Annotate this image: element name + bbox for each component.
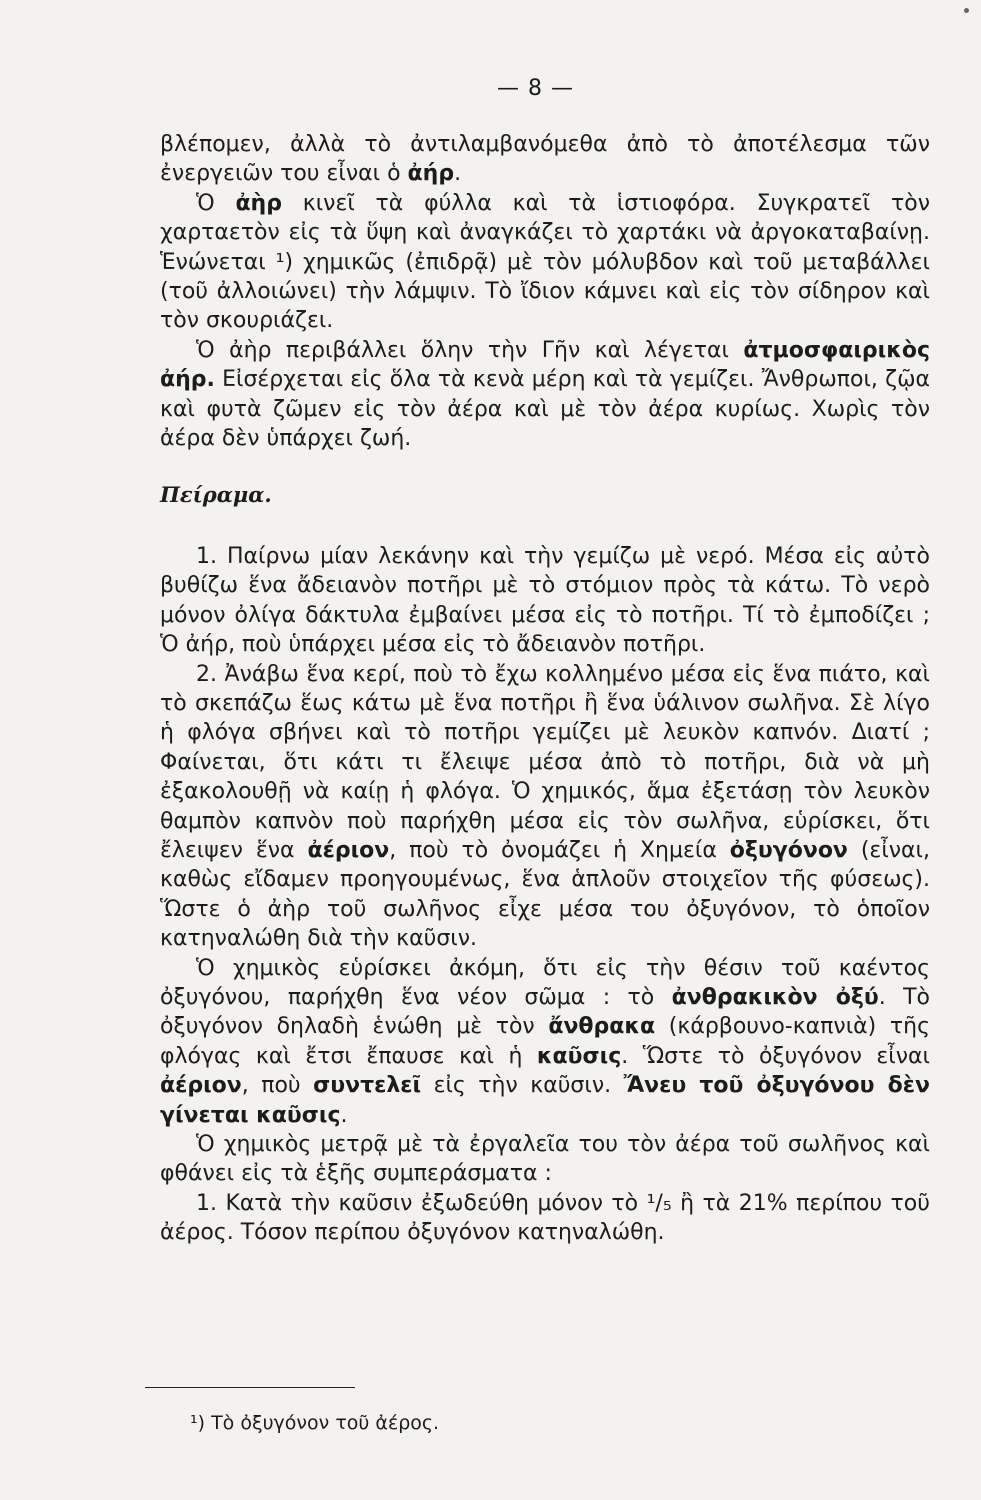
bold-term: ὀξυγόνον: [729, 837, 848, 863]
paragraph: [160, 1189, 930, 1248]
bold-term: ἀτμοσφαιρικὸς ἀήρ.: [160, 337, 930, 393]
bold-term: ἀὴρ: [235, 190, 282, 216]
text-run: Ὁ: [196, 190, 236, 216]
text-run: Πείραμα.: [160, 482, 272, 508]
bold-term: συντελεῖ: [313, 1073, 422, 1099]
paragraph: [160, 542, 930, 660]
text-run: Ὁ χημικὸς εὑρίσκει ἀκόμη, ὅτι εἰς τὴν θέσιν τοῦ καέντος ὀξυγόνου, παρήχθη ἕνα νέον σῶμα : τὸ: [160, 955, 930, 1010]
footnote: [190, 1412, 439, 1434]
text-run: κινεῖ τὰ φύλλα καὶ τὰ ἱστιοφόρα. Συγκρατεῖ τὸν χαρταετὸν εἰς τὰ ὕψη καὶ ἀναγκάζει τὸ χαρτάκι νὰ ἀργοκαταβαίνῃ. Ἑνώνεται ¹) χημικῶς (ἐπιδρᾷ) μὲ τὸν μόλυβδον καὶ τοῦ μεταβάλλει (τοῦ ἀλλοιώνει) τὴν λάμψιν. Τὸ ἴδιον κάμνει καὶ εἰς τὸν σίδηρον καὶ τὸν σκουριάζει.: [160, 190, 931, 334]
bold-term: καῦσις: [536, 1043, 622, 1069]
text-run: , ποὺ τὸ ὀνομάζει ἡ Χημεία: [389, 837, 730, 863]
paragraph: [160, 336, 930, 454]
section-heading: [160, 480, 930, 509]
bold-term: Ἄνευ τοῦ ὀξυγόνου δὲν γίνεται καῦσις: [160, 1073, 930, 1128]
bold-term: ἀέριον: [160, 1073, 242, 1099]
footnote-mark: ¹): [190, 1412, 206, 1434]
bold-term: ἀήρ: [407, 161, 455, 187]
text-run: βλέπομεν, ἀλλὰ τὸ ἀντιλαμβανόμεθα ἀπὸ τὸ ἀποτέλεσμα τῶν ἐνεργειῶν του εἶναι ὁ: [160, 132, 930, 187]
text-run: 1. Κατὰ τὴν καῦσιν ἐξωδεύθη μόνον τὸ ¹/₅ ἢ τὰ 21% περίπου τοῦ ἀέρος. Τόσον περίπου ὀξυγόνον κατηναλώθη.: [160, 1190, 930, 1246]
text-run: 1. Παίρνω μίαν λεκάνην καὶ τὴν γεμίζω μὲ νερό. Μέσα εἰς αὐτὸ βυθίζω ἕνα ἄδειανὸν ποτῆρι μὲ τὸ στόμιον πρὸς τὰ κάτω. Τὸ νερὸ μόνον ὀλίγα δάκτυλα ἐμβαίνει μέσα εἰς τὸ ποτῆρι. Τί τὸ ἐμποδίζει ; Ὁ ἀήρ, ποὺ ὑπάρχει μέσα εἰς τὸ ἄδειανὸν ποτῆρι.: [160, 543, 930, 658]
text-run: .: [454, 161, 462, 187]
paragraph: [160, 1130, 930, 1189]
text-run: , ποὺ: [241, 1073, 314, 1099]
footnote-text: Τὸ ὀξυγόνον τοῦ ἀέρος.: [211, 1412, 440, 1434]
text-run: Ὁ χημικὸς μετρᾷ μὲ τὰ ἐργαλεῖα του τὸν ἀέρα τοῦ σωλῆνος καὶ φθάνει εἰς τὰ ἑξῆς συμπεράσματα :: [160, 1132, 930, 1187]
body-text: [160, 130, 930, 1248]
paragraph: [160, 660, 930, 954]
paragraph: [160, 954, 930, 1130]
bold-term: ἀνθρακικὸν ὀξύ: [671, 984, 879, 1010]
text-run: . Τὸ ὀξυγόνον δηλαδὴ ἑνώθη μὲ τὸν: [160, 984, 931, 1040]
text-run: Εἰσέρχεται εἰς ὅλα τὰ κενὰ μέρη καὶ τὰ γεμίζει. Ἄνθρωποι, ζῷα καὶ φυτὰ ζῶμεν εἰς τὸν ἀέρα καὶ μὲ τὸν ἀέρα κυρίως. Χωρὶς τὸν ἀέρα δὲν ὑπάρχει ζωή.: [160, 367, 930, 452]
text-run: .: [340, 1102, 348, 1128]
page-smudge: [964, 8, 969, 13]
bold-term: ἄνθρακα: [548, 1014, 656, 1040]
text-run: Ὁ ἀὴρ περιβάλλει ὅλην τὴν Γῆν καὶ λέγεται: [196, 337, 744, 363]
page-number: — 8 —: [497, 76, 574, 101]
text-run: 2. Ἀνάβω ἕνα κερί, ποὺ τὸ ἔχω κολλημένο μέσα εἰς ἕνα πιάτο, καὶ τὸ σκεπάζω ἕως κάτω μὲ ἕνα ποτῆρι ἢ ἕνα ὑάλινον σωλῆνα. Σὲ λίγο ἡ φλόγα σβήνει καὶ τὸ ποτῆρι γεμίζει μὲ λευκὸν καπνόν. Διατί ; Φαίνεται, ὅτι κάτι τι ἔλειψε μέσα ἀπὸ τὸ ποτῆρι, διὰ νὰ μὴ ἐξακολουθῇ νὰ καίῃ ἡ φλόγα. Ὁ χημικός, ἅμα ἐξετάσῃ τὸν λευκὸν θαμπὸν καπνὸν ποὺ παρήχθη μέσα εἰς τὸν σωλῆνα, εὑρίσκει, ὅτι ἔλειψεν ἕνα: [160, 661, 930, 863]
bold-term: ἀέριον: [307, 837, 390, 863]
footnote-rule: [145, 1387, 355, 1388]
text-run: (κάρβουνο-καπνιὰ) τῆς φλόγας καὶ ἔτσι ἔπαυσε καὶ ἡ: [160, 1014, 930, 1069]
paragraph: [160, 189, 930, 336]
text-run: . Ὥστε τὸ ὀξυγόνον εἶναι: [621, 1043, 930, 1069]
text-run: εἰς τὴν καῦσιν.: [421, 1073, 624, 1099]
paragraph: [160, 130, 930, 189]
text-run: (εἶναι, καθὼς εἴδαμεν προηγουμένως, ἕνα ἁπλοῦν στοιχεῖον τῆς φύσεως). Ὥστε ὁ ἀὴρ τοῦ σωλῆνος εἶχε μέσα του ὀξυγόνον, τὸ ὁποῖον κατηναλώθη διὰ τὴν καῦσιν.: [160, 837, 930, 952]
